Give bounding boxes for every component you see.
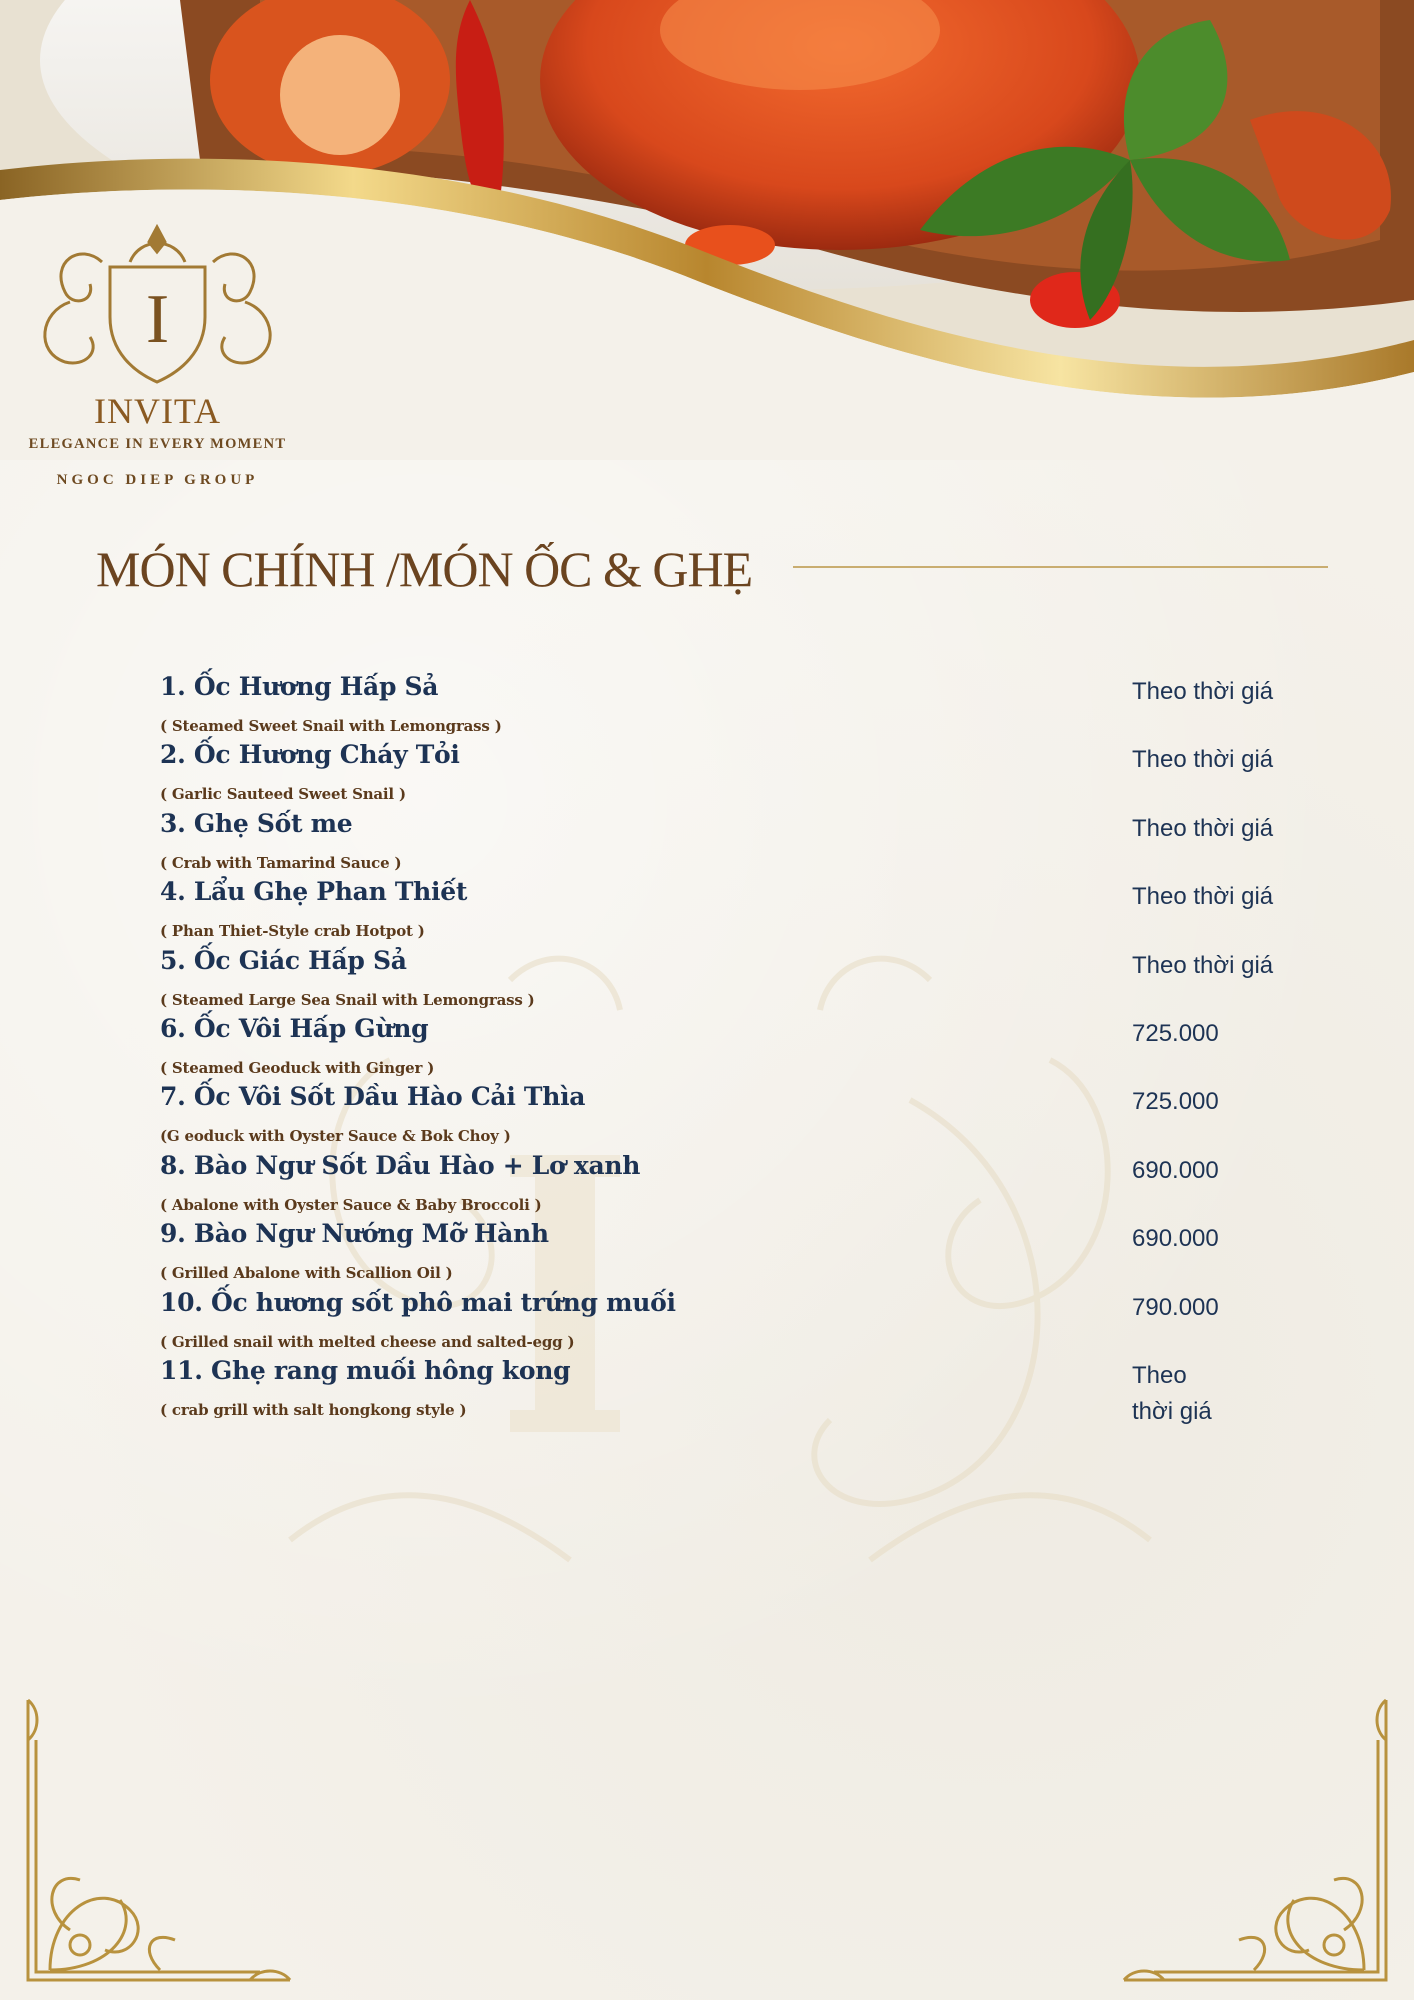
- item-description: ( Garlic Sauteed Sweet Snail ): [160, 785, 406, 804]
- corner-ornament-left-icon: [10, 1680, 310, 2000]
- item-description: ( Grilled Abalone with Scallion Oil ): [160, 1264, 453, 1283]
- item-price-line2: thời giá: [1132, 1397, 1212, 1425]
- logo-tagline: ELEGANCE IN EVERY MOMENT: [28, 436, 287, 452]
- menu-item: [160, 740, 1300, 808]
- menu-item: [160, 946, 1300, 1014]
- logo-group: NGOC DIEP GROUP: [56, 472, 259, 488]
- item-price: Theo thời giá: [1132, 951, 1274, 979]
- item-name: 9. Bào Ngư Nướng Mỡ Hành: [160, 1219, 549, 1249]
- item-description: ( Steamed Sweet Snail with Lemongrass ): [160, 717, 502, 735]
- item-description: (G eoduck with Oyster Sauce & Bok Choy ): [160, 1127, 511, 1146]
- item-description: ( Crab with Tamarind Sauce ): [160, 853, 402, 872]
- item-price: 690.000: [1132, 1156, 1219, 1184]
- item-description: ( Grilled snail with melted cheese and salted-egg ): [160, 1332, 575, 1351]
- item-price: 725.000: [1132, 1019, 1219, 1047]
- menu-item: [160, 1356, 1300, 1424]
- item-name: 4. Lẩu Ghẹ Phan Thiết: [160, 877, 468, 907]
- menu-item: [160, 1219, 1300, 1287]
- logo-name: INVITA: [93, 391, 222, 431]
- item-price: Theo thời giá: [1132, 678, 1274, 705]
- item-price: Theo thời giá: [1132, 746, 1274, 774]
- item-price: Theo thời giá: [1132, 814, 1274, 842]
- item-price: 725.000: [1132, 1088, 1219, 1116]
- item-price: 790.000: [1132, 1293, 1219, 1321]
- section-title: MÓN CHÍNH /MÓN ỐC & GHẸ: [96, 541, 753, 597]
- item-price: Theo thời giá: [1132, 883, 1274, 911]
- corner-ornament-right-icon: [1104, 1680, 1404, 2000]
- title-divider: [793, 566, 1328, 568]
- item-name: 8. Bào Ngư Sốt Dầu Hào + Lơ xanh: [160, 1150, 641, 1180]
- item-name: 6. Ốc Vôi Hấp Gừng: [160, 1013, 429, 1043]
- item-description: ( Steamed Large Sea Snail with Lemongrass ): [160, 990, 535, 1009]
- menu-item: [160, 1288, 1300, 1356]
- menu-item: [160, 1151, 1300, 1219]
- item-description: ( Phan Thiet-Style crab Hotpot ): [160, 922, 425, 941]
- item-description: ( Abalone with Oyster Sauce & Baby Broccoli ): [160, 1195, 542, 1214]
- menu-item: [160, 877, 1300, 945]
- menu-item: [160, 1014, 1300, 1082]
- logo-monogram: I: [145, 281, 170, 358]
- menu-item: [160, 672, 1300, 740]
- item-name: 11. Ghẹ rang muối hông kong: [160, 1355, 571, 1385]
- menu-item: [160, 1082, 1300, 1150]
- item-name: 10. Ốc hương sốt phô mai trứng muối: [160, 1287, 676, 1317]
- item-price-line1: Theo: [1132, 1361, 1187, 1389]
- item-price: [1132, 1358, 1282, 1430]
- item-name: 7. Ốc Vôi Sốt Dầu Hào Cải Thìa: [160, 1082, 586, 1112]
- brand-logo: [10, 222, 305, 492]
- item-description: ( crab grill with salt hongkong style ): [160, 1400, 467, 1419]
- crest-shield-icon: [10, 222, 305, 392]
- item-price: 690.000: [1132, 1225, 1219, 1253]
- item-name: 2. Ốc Hương Cháy Tỏi: [160, 740, 460, 770]
- menu-item: [160, 809, 1300, 877]
- item-description: ( Steamed Geoduck with Ginger ): [160, 1058, 435, 1077]
- menu-list: [160, 672, 1300, 1424]
- item-name: 5. Ốc Giác Hấp Sả: [160, 945, 407, 975]
- item-name: 3. Ghẹ Sốt me: [160, 808, 353, 838]
- item-name: 1. Ốc Hương Hấp Sả: [160, 672, 439, 701]
